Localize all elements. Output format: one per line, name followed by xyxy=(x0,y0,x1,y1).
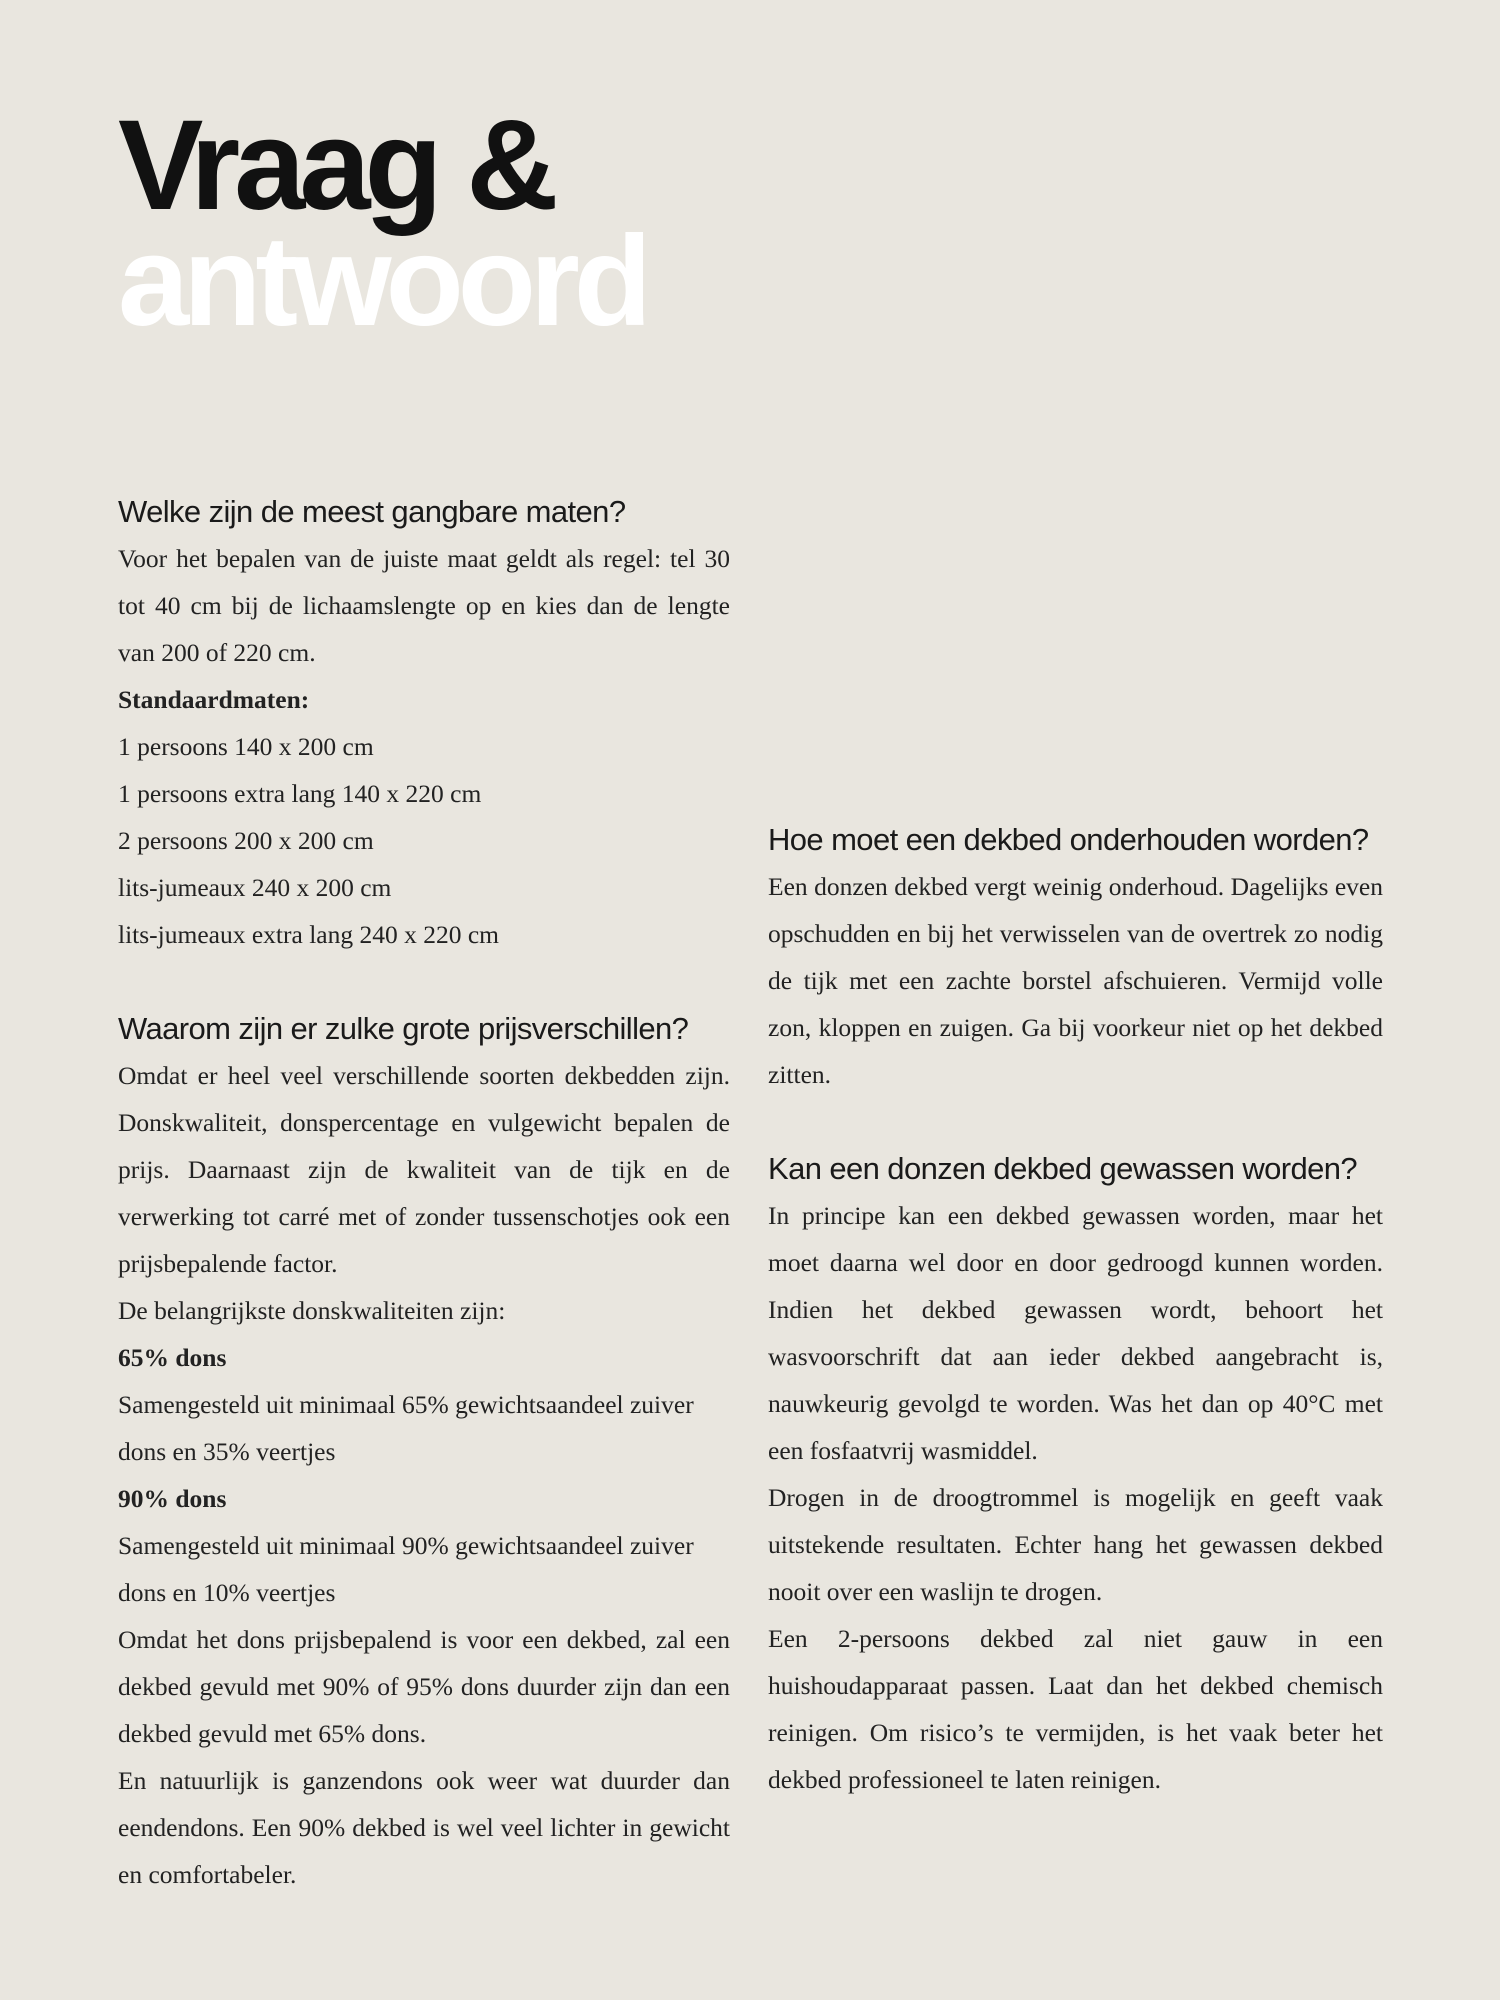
paragraph: Samengesteld uit minimaal 90% gewichtsaandeel zuiver dons en 10% veertjes xyxy=(118,1531,694,1607)
paragraph: In principe kan een dekbed gewassen worden, maar het moet daarna wel door en door gedroogd kunnen worden. Indien het dekbed gewassen wordt, behoort het wasvoorschrift dat aan ieder dekbed aangebracht is, nauwkeurig gevolgd te worden. Was het dan op 40°C met een fosfaatvrij wasmiddel. xyxy=(768,1201,1383,1465)
section-heading: Waarom zijn er zulke grote prijsverschillen? xyxy=(118,1011,689,1046)
paragraph: Omdat het dons prijsbepalend is voor een dekbed, zal een dekbed gevuld met 90% of 95% dons duurder zijn dan een dekbed gevuld met 65% dons. xyxy=(118,1625,730,1748)
paragraph: Omdat er heel veel verschillende soorten dekbedden zijn. Donskwaliteit, donspercentage en vulgewicht bepalen de prijs. Daarnaast zijn de kwaliteit van de tijk en de verwerking tot carré met of zonder tussenschotjes ook een prijsbepalende factor. xyxy=(118,1061,730,1278)
list-item: 2 persoons 200 x 200 cm xyxy=(118,826,374,855)
paragraph: Een 2-persoons dekbed zal niet gauw in een huishoudapparaat passen. Laat dan het dekbed chemisch reinigen. Om risico’s te vermijden, is het vaak beter het dekbed professioneel te laten reinigen. xyxy=(768,1624,1383,1794)
right-column xyxy=(768,816,1383,1803)
subheading: Standaardmaten: xyxy=(118,685,310,714)
section-maten xyxy=(118,488,730,958)
paragraph: Voor het bepalen van de juiste maat geldt als regel: tel 30 tot 40 cm bij de lichaamslengte op en kies dan de lengte van 200 of 220 cm. xyxy=(118,544,730,667)
paragraph: Samengesteld uit minimaal 65% gewichtsaandeel zuiver dons en 35% veertjes xyxy=(118,1390,694,1466)
paragraph: De belangrijkste donskwaliteiten zijn: xyxy=(118,1296,506,1325)
list-item: lits-jumeaux extra lang 240 x 220 cm xyxy=(118,920,499,949)
section-heading: Hoe moet een dekbed onderhouden worden? xyxy=(768,822,1369,857)
list-item: lits-jumeaux 240 x 200 cm xyxy=(118,873,392,902)
list-item: 1 persoons extra lang 140 x 220 cm xyxy=(118,779,482,808)
section-heading: Welke zijn de meest gangbare maten? xyxy=(118,494,626,529)
section-onderhoud xyxy=(768,816,1383,1098)
paragraph: Drogen in de droogtrommel is mogelijk en geeft vaak uitstekende resultaten. Echter hang het gewassen dekbed nooit over een waslijn te drogen. xyxy=(768,1483,1383,1606)
list-item: 1 persoons 140 x 200 cm xyxy=(118,732,374,761)
paragraph: Een donzen dekbed vergt weinig onderhoud. Dagelijks even opschudden en bij het verwisselen van de overtrek zo nodig de tijk met een zachte borstel afschuieren. Vermijd volle zon, kloppen en zuigen. Ga bij voorkeur niet op het dekbed zitten. xyxy=(768,872,1383,1089)
page-title-line-1: Vraag & xyxy=(118,94,553,237)
section-prijs xyxy=(118,1005,730,1898)
section-heading: Kan een donzen dekbed gewassen worden? xyxy=(768,1151,1358,1186)
paragraph: En natuurlijk is ganzendons ook weer wat duurder dan eendendons. Een 90% dekbed is wel veel lichter in gewicht en comfortabeler. xyxy=(118,1766,730,1889)
left-column xyxy=(118,488,730,1898)
page-title-line-2: antwoord xyxy=(118,210,646,353)
section-wassen xyxy=(768,1145,1383,1803)
page-title xyxy=(118,94,646,353)
subheading: 65% dons xyxy=(118,1343,227,1372)
subheading: 90% dons xyxy=(118,1484,227,1513)
